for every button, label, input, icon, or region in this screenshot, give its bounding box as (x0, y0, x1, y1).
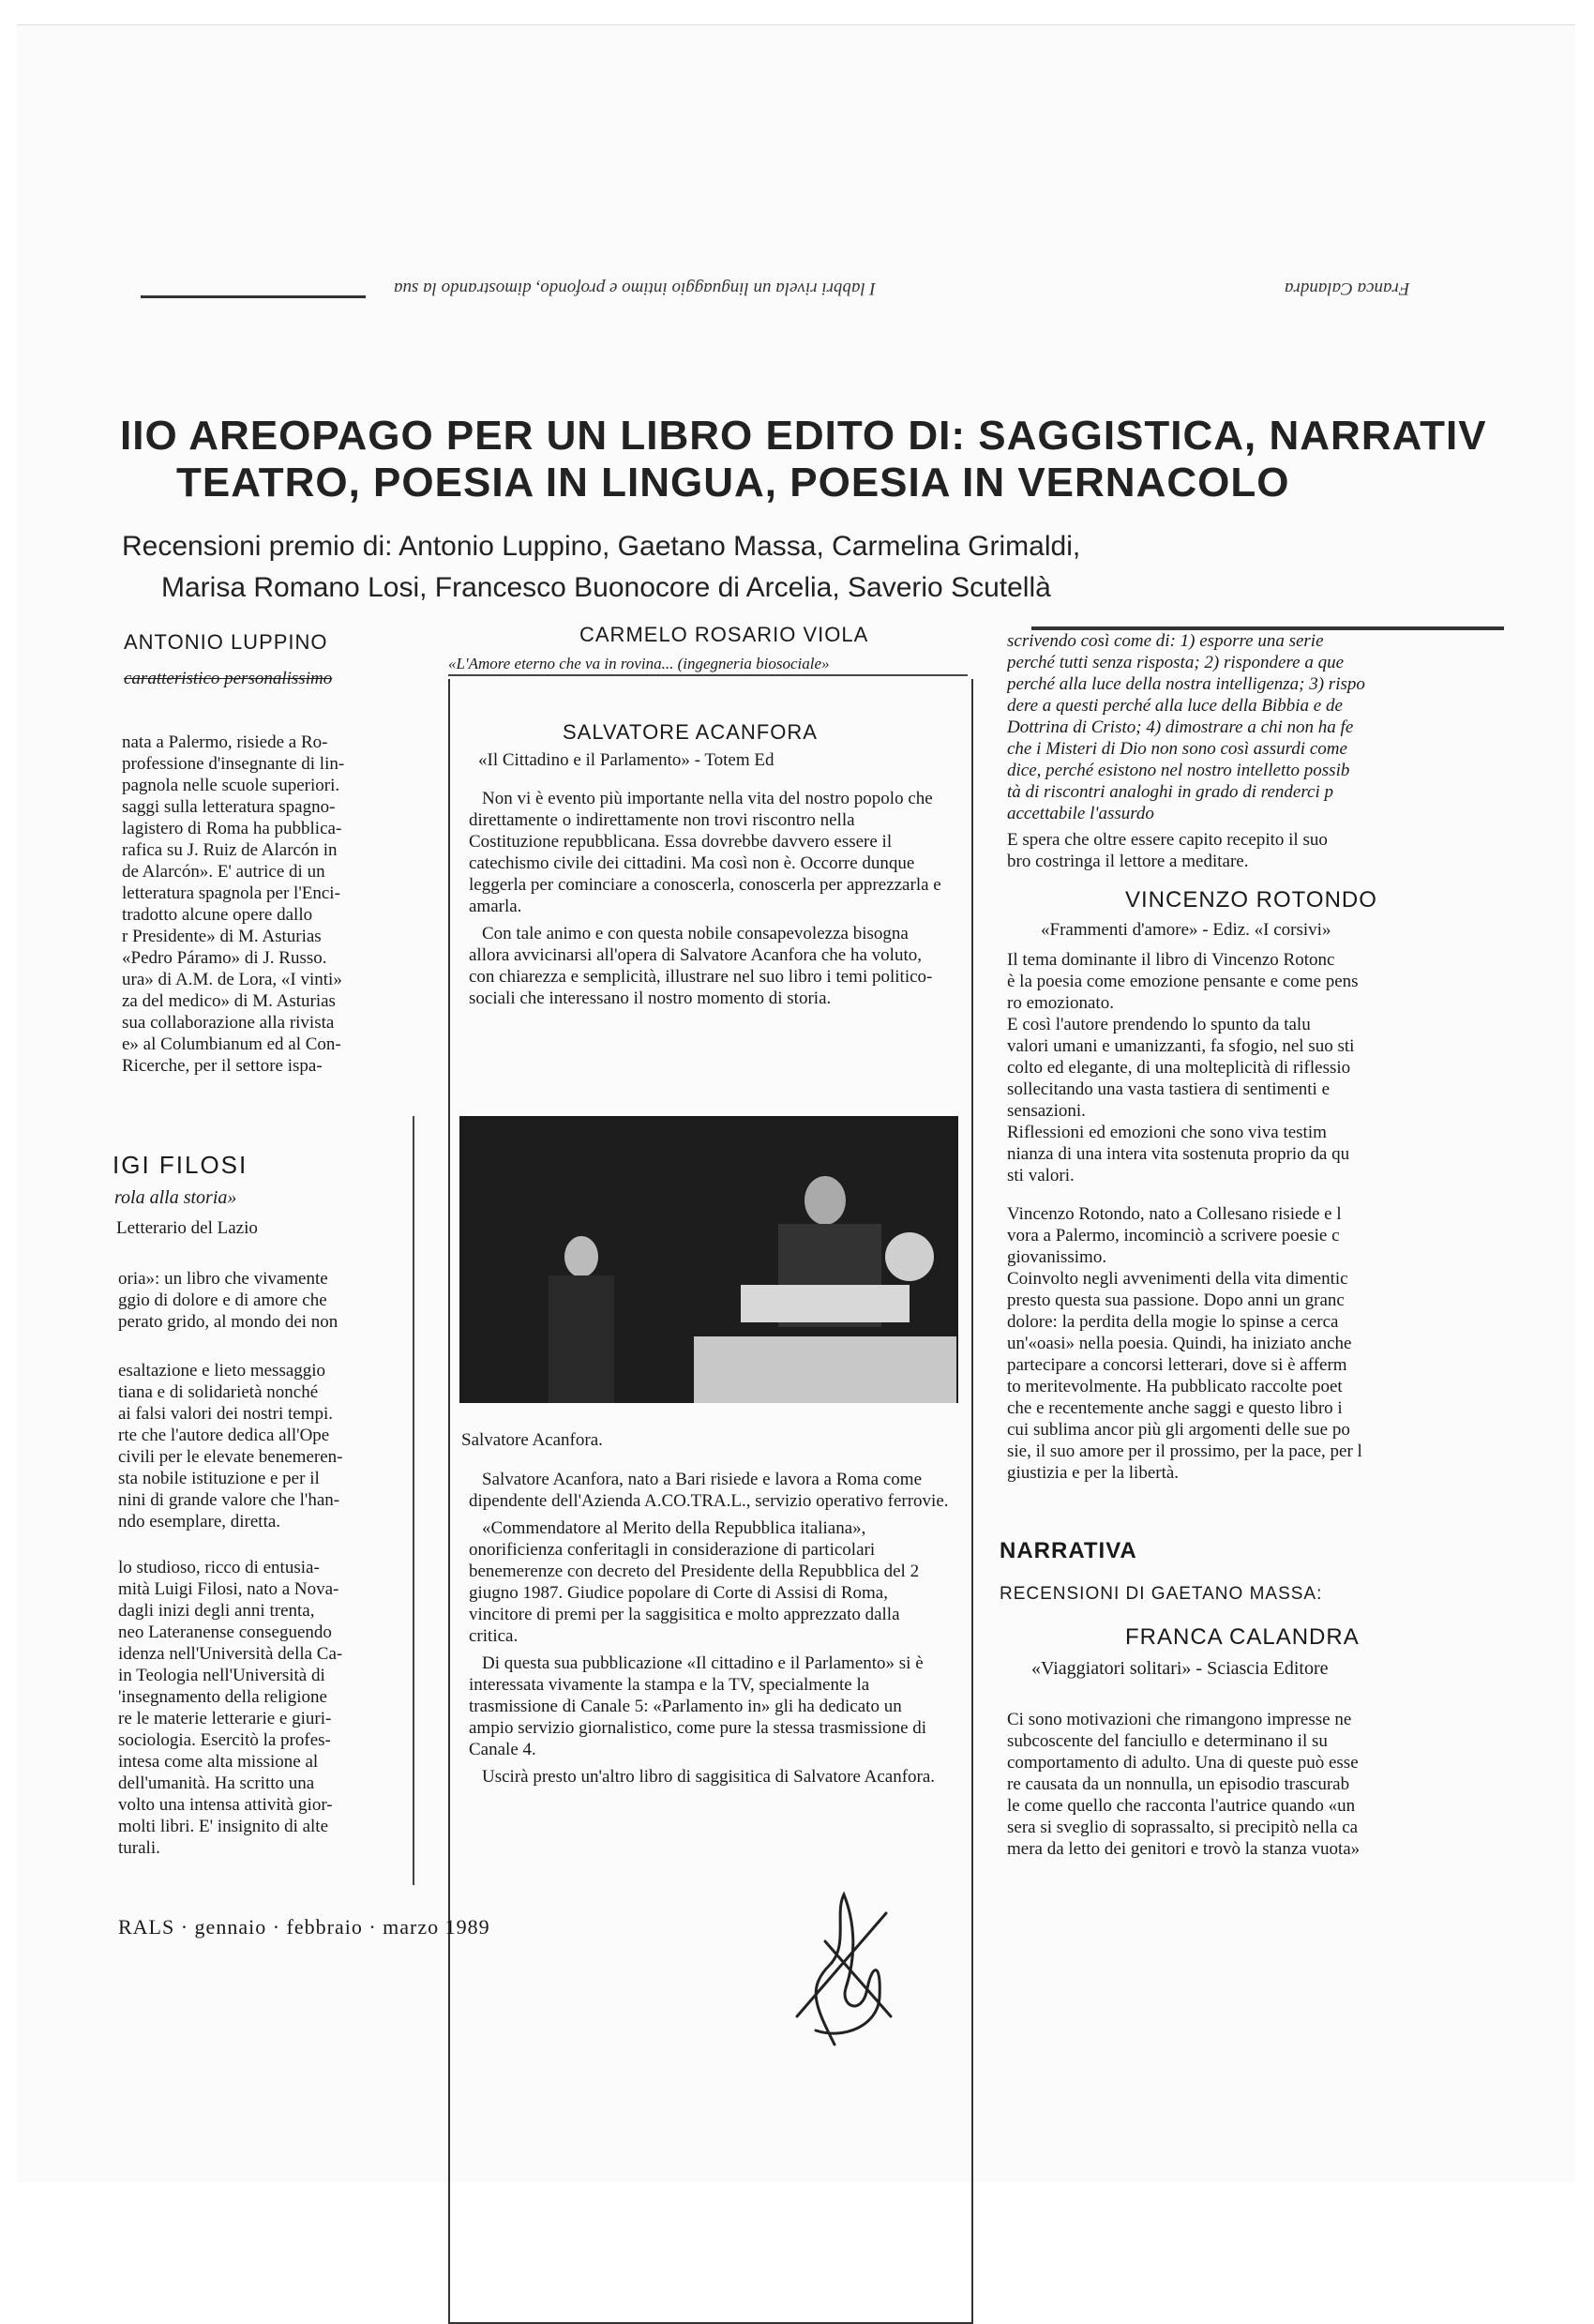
text-line: perato grido, al mondo dei non (118, 1312, 338, 1332)
text-line: Ricerche, per il settore ispa- (122, 1056, 323, 1076)
text-line: letteratura spagnola per l'Enci- (122, 883, 340, 903)
narrativa-subtitle: RECENSIONI DI GAETANO MASSA: (1000, 1584, 1323, 1604)
subheadline-1: Recensioni premio di: Antonio Luppino, Gaetano Massa, Carmelina Grimaldi, (122, 531, 1081, 562)
box-text-1 (469, 788, 949, 1015)
text-line: E spera che oltre essere capito recepito il suo (1007, 830, 1328, 850)
col1-para2 (118, 1268, 443, 1333)
text-line: colto ed elegante, di una molteplicità di riflessio (1007, 1058, 1351, 1078)
text-line: sollecitando una vasta tastiera di sentimenti e (1007, 1079, 1331, 1099)
text-line: dagli inizi degli anni trenta, (118, 1601, 315, 1621)
col1-strip: caratteristico personalissimo (124, 669, 333, 688)
col2-author: CARMELO ROSARIO VIOLA (579, 623, 869, 646)
text-line: che i Misteri di Dio non sono così assurdi come (1007, 739, 1347, 759)
text-line: ndo esemplare, diretta. (118, 1512, 281, 1532)
text-line: sera si sveglio di soprassalto, si precipitò nella ca (1007, 1818, 1359, 1837)
text-line: subcoscente del fanciullo e determinano il su (1007, 1731, 1328, 1751)
text-line: to meritevolmente. Ha pubblicato raccolte poet (1007, 1377, 1343, 1396)
text-line: nianza di una intera vita sostenuta proprio da qu (1007, 1144, 1350, 1164)
col3-author-calandra: FRANCA CALANDRA (1125, 1624, 1360, 1650)
text-line: sie, il suo amore per il prossimo, per la pace, per l (1007, 1441, 1362, 1461)
bleed-rule-left (141, 295, 366, 298)
text-line: nini di grande valore che l'han- (118, 1490, 340, 1510)
box-para-2: Con tale animo e con questa nobile consapevolezza bisogna allora avvicinarsi all'opera di Salvatore Acanfora che ha voluto, con chiarezza e semplicità, illustrare nel suo libro i temi politico-sociali che interessano il nostro momento di storia. (469, 924, 933, 1008)
text-line: E così l'autore prendendo lo spunto da talu (1007, 1015, 1311, 1034)
text-line: ai falsi valori dei nostri tempi. (118, 1404, 334, 1424)
text-line: è la poesia come emozione pensante e come pens (1007, 972, 1359, 991)
box-text-2 (469, 1469, 949, 1793)
photo-caption: Salvatore Acanfora. (461, 1430, 603, 1450)
text-line: lagistero di Roma ha pubblica- (122, 819, 342, 838)
text-line: perché alla luce della nostra intelligenza; 3) rispo (1007, 674, 1365, 694)
text-line: esaltazione e lieto messaggio (118, 1361, 326, 1381)
col1-section-author: IGI FILOSI (113, 1151, 248, 1179)
text-line: dolore: la perdita della mogie lo spinse a cerca (1007, 1312, 1339, 1332)
text-line: sta nobile istituzione e per il (118, 1469, 320, 1488)
text-line: rte che l'autore dedica all'Ope (118, 1426, 330, 1445)
text-line: saggi sulla letteratura spagno- (122, 797, 336, 817)
text-line: sua collaborazione alla rivista (122, 1013, 335, 1033)
col3-rotondo-text (1007, 949, 1506, 1484)
text-line: Riflessioni ed emozioni che sono viva testim (1007, 1123, 1327, 1142)
text-line: sensazioni. (1007, 1101, 1086, 1121)
text-line: ro emozionato. (1007, 993, 1114, 1013)
box-author: SALVATORE ACANFORA (563, 720, 818, 744)
bleed-text-right: Franca Calandra (1285, 279, 1410, 298)
text-line: Dottrina di Cristo; 4) dimostrare a chi non ha fe (1007, 717, 1354, 737)
text-line: mità Luigi Filosi, nato a Nova- (118, 1579, 339, 1599)
col1-author: ANTONIO LUPPINO (124, 630, 328, 654)
col3-book-calandra: «Viaggiatori solitari» - Sciascia Editore (1031, 1658, 1329, 1679)
text-line: tà di riscontri analoghi in grado di renderci p (1007, 782, 1333, 802)
bleed-text-left: I labbri rivela un linguaggio intimo e profondo, dimostrando la sua (394, 279, 876, 298)
text-line: za del medico» di M. Asturias (122, 991, 336, 1011)
narrativa-section: NARRATIVA (1000, 1538, 1137, 1563)
col1-section-book: rola alla storia» (114, 1187, 237, 1208)
box-para-4: «Commendatore al Merito della Repubblica italiana», onorificienza conferitagli in considerazione di particolari benemerenze con decreto del Presidente della Repubblica del 2 giugno 1987. Giudice popolare di Corte di Assisi di Roma, vincitore di premi per la saggisitica e molto apprezzato dalla critica. (469, 1518, 920, 1646)
text-line: lo studioso, ricco di entusia- (118, 1558, 320, 1577)
text-line: turali. (118, 1838, 160, 1858)
text-line: le come quello che racconta l'autrice quando «un (1007, 1796, 1356, 1816)
col3-top-end (1007, 829, 1506, 872)
footer-issue: RALS · gennaio · febbraio · marzo 1989 (118, 1915, 490, 1939)
box-para-6: Uscirà presto un'altro libro di saggisitica di Salvatore Acanfora. (482, 1767, 936, 1787)
text-line: pagnola nelle scuole superiori. (122, 776, 340, 795)
text-line: giovanissimo. (1007, 1247, 1107, 1267)
col1-para4 (118, 1557, 443, 1859)
headline-line-1: IIO AREOPAGO PER UN LIBRO EDITO DI: SAGGISTICA, NARRATIV (120, 413, 1487, 459)
col1-para1 (122, 732, 443, 1077)
text-line: presto questa sua passione. Dopo anni un granc (1007, 1290, 1345, 1310)
portrait-photo (459, 1116, 958, 1403)
text-line: rafica su J. Ruiz de Alarcón in (122, 840, 338, 860)
text-line: re causata da un nonnulla, un episodio trascurab (1007, 1774, 1350, 1794)
text-line: bro costringa il lettore a meditare. (1007, 852, 1249, 871)
text-line: cui sublima ancor più gli argomenti delle sue po (1007, 1420, 1350, 1440)
text-line: r Presidente» di M. Asturias (122, 927, 322, 946)
text-line: dell'umanità. Ha scritto una (118, 1773, 315, 1793)
text-line: tradotto alcune opere dallo (122, 905, 313, 925)
col3-top-text (1007, 630, 1506, 824)
text-line: oria»: un libro che vivamente (118, 1269, 328, 1289)
col1-section-prize: Letterario del Lazio (116, 1218, 258, 1238)
text-line: tiana e di solidarietà nonché (118, 1382, 319, 1402)
text-line: valori umani e umanizzanti, fa sfogio, nel suo sti (1007, 1036, 1355, 1056)
box-para-1: Non vi è evento più importante nella vita del nostro popolo che direttamente o indirettamente non trovi riscontro nella Costituzione repubblicana. Essa dovrebbe davvero essere il catechismo civile dei cittadini. Ma così non è. Occorre dunque leggerla per cominciare a conoscerla, conoscerla per apprezzarla e amarla. (469, 789, 941, 916)
text-line: «Pedro Páramo» di J. Russo. (122, 948, 327, 968)
text-line: neo Lateranense conseguendo (118, 1622, 332, 1642)
text-line: mera da letto dei genitori e trovò la stanza vuota» (1007, 1839, 1361, 1859)
text-line: idenza nell'Università della Ca- (118, 1644, 343, 1664)
col2-strip: «L'Amore eterno che va in rovina... (ingegneria biosociale» (448, 653, 968, 676)
text-line: giustizia e per la libertà. (1007, 1463, 1180, 1483)
col3-author-rotondo: VINCENZO ROTONDO (1125, 887, 1377, 913)
text-line: comportamento di adulto. Una di queste può esse (1007, 1753, 1359, 1773)
text-line: partecipare a concorsi letterari, dove si è afferm (1007, 1355, 1347, 1375)
text-line: Coinvolto negli avvenimenti della vita dimentic (1007, 1269, 1348, 1289)
handwritten-signature (778, 1876, 910, 2054)
text-line: ggio di dolore e di amore che (118, 1290, 327, 1310)
text-line: e» al Columbianum ed al Con- (122, 1034, 341, 1054)
text-line: ura» di A.M. de Lora, «I vinti» (122, 970, 342, 989)
text-line: vora a Palermo, incominciò a scrivere poesie c (1007, 1226, 1340, 1245)
text-line: sti valori. (1007, 1166, 1075, 1185)
text-line: Il tema dominante il libro di Vincenzo Rotonc (1007, 950, 1335, 970)
text-line: che e recentemente anche saggi e questo libro i (1007, 1398, 1343, 1418)
text-line: re le materie letterarie e giuri- (118, 1709, 332, 1728)
text-line: civili per le elevate benemeren- (118, 1447, 343, 1467)
text-line: dere a questi perché alla luce della Bibbia e de (1007, 696, 1343, 716)
col2-left-rule (413, 1116, 414, 1885)
text-line: volto una intensa attività gior- (118, 1795, 333, 1815)
text-line: accettabile l'assurdo (1007, 804, 1154, 823)
text-line: sociologia. Esercitò la profes- (118, 1730, 331, 1750)
portrait-photo-figures (459, 1116, 958, 1403)
headline-line-2: TEATRO, POESIA IN LINGUA, POESIA IN VERNACOLO (176, 460, 1290, 506)
subheadline-2: Marisa Romano Losi, Francesco Buonocore di Arcelia, Saverio Scutellà (161, 572, 1051, 603)
text-line: professione d'insegnante di lin- (122, 754, 345, 774)
text-line: de Alarcón». E' autrice di un (122, 862, 325, 882)
text-line: Vincenzo Rotondo, nato a Collesano risiede e l (1007, 1204, 1342, 1224)
col3-calandra-text (1007, 1709, 1506, 1860)
text-line: in Teologia nell'Università di (118, 1666, 325, 1685)
box-book: «Il Cittadino e il Parlamento» - Totem Ed (478, 750, 774, 770)
box-para-3: Salvatore Acanfora, nato a Bari risiede e lavora a Roma come dipendente dell'Azienda A.CO.TRA.L., servizio operativo ferrovie. (469, 1470, 949, 1511)
text-line: perché tutti senza risposta; 2) rispondere a que (1007, 653, 1345, 672)
text-line: 'insegnamento della religione (118, 1687, 327, 1707)
text-line: nata a Palermo, risiede a Ro- (122, 732, 328, 752)
box-para-5: Di questa sua pubblicazione «Il cittadino e il Parlamento» si è interessata vivamente la stampa e la TV, specialmente la trasmissione di Canale 5: «Parlamento in» gli ha dedicato un ampio servizio giornalistico, come pure la stessa trasmissione di Canale 4. (469, 1653, 927, 1759)
col1-para3 (118, 1360, 443, 1532)
col3-book-rotondo: «Frammenti d'amore» - Ediz. «I corsivi» (1041, 920, 1331, 940)
text-line: un'«oasi» nella poesia. Quindi, ha iniziato anche (1007, 1334, 1352, 1353)
text-line: scrivendo così come di: 1) esporre una serie (1007, 631, 1324, 651)
text-line: intesa come alta missione al (118, 1752, 319, 1772)
text-line: Ci sono motivazioni che rimangono impresse ne (1007, 1710, 1352, 1729)
text-line: dice, perché esistono nel nostro intelletto possib (1007, 761, 1350, 780)
text-line: molti libri. E' insignito di alte (118, 1817, 329, 1836)
